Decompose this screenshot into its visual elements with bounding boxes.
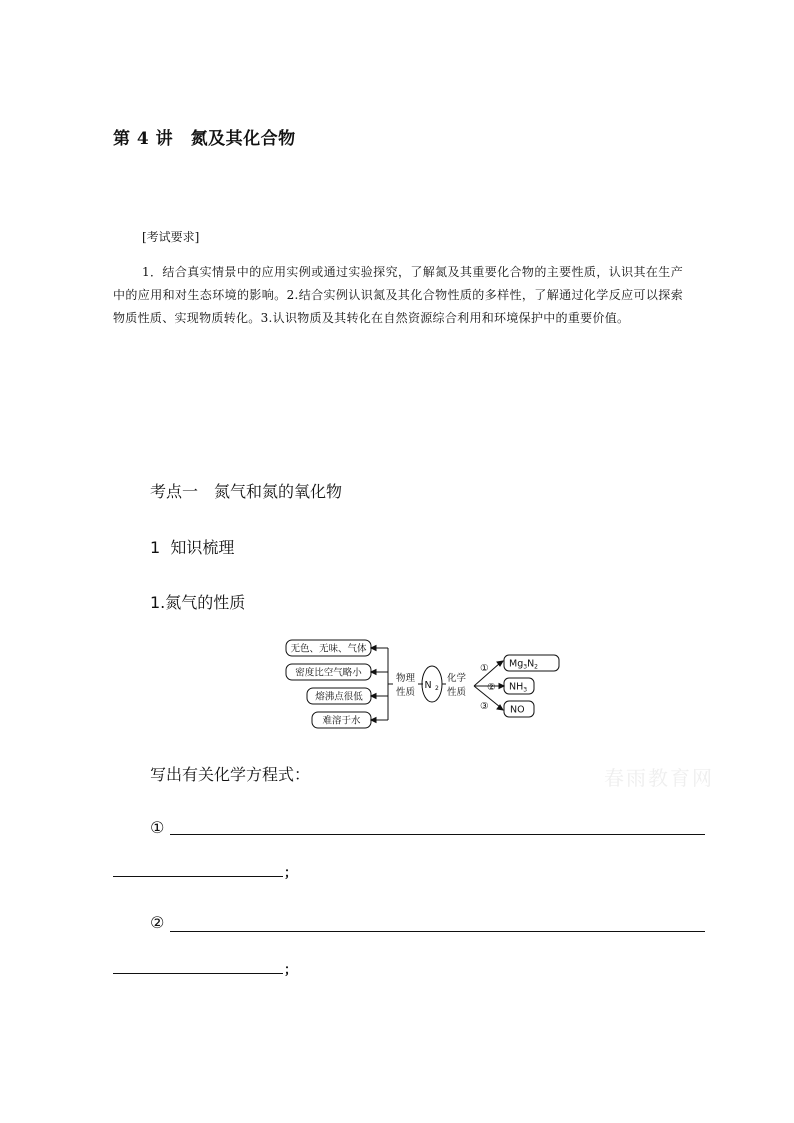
- svg-text:2: 2: [435, 685, 439, 692]
- exam-point-title: 考点一 氮气和氮的氧化物: [150, 482, 343, 501]
- reaction-marker: ③: [480, 701, 489, 712]
- watermark: 春雨教育网: [604, 766, 714, 790]
- exercise-number: ②: [150, 913, 165, 932]
- physical-property-text: 熔沸点很低: [315, 691, 363, 703]
- physical-property-box: [286, 664, 371, 680]
- physical-property-box: [307, 688, 371, 704]
- requirements-body: 1．结合真实情景中的应用实例或通过实验探究，了解氮及其重要化合物的主要性质，认识其在生产中的应用和对生态环境的影响。2.结合实例认识氮及其化合物性质的多样性，了解通过化学反应可以探索物质性质、实现物质转化。3.认识物质及其转化在自然资源综合利用和环境保护中的重要价值。: [113, 265, 683, 325]
- exercise-number: ①: [150, 818, 165, 837]
- product-box: [504, 655, 559, 671]
- svg-text:Mg3N2: $Mg_3N_2$: [509, 658, 538, 671]
- physical-property-text: 难溶于水: [322, 715, 361, 727]
- reaction-marker: ②: [487, 682, 496, 693]
- svg-text:NH3: $NH_3$: [509, 681, 528, 694]
- exercise-end: ；: [284, 866, 298, 881]
- physical-property-text: 密度比空气略小: [295, 667, 362, 679]
- reaction-marker: ①: [480, 663, 489, 674]
- answer-line[interactable]: [170, 931, 705, 932]
- answer-line[interactable]: [113, 876, 283, 877]
- requirements-heading: [考试要求]: [142, 230, 200, 244]
- physical-bracket: [371, 646, 393, 723]
- lesson-title: 第 4 讲 氮及其化合物: [113, 129, 296, 149]
- section-title: 1 知识梳理: [150, 538, 235, 557]
- physical-property-text: 无色、无味、气体: [290, 643, 367, 655]
- physical-label: 物理: [396, 673, 416, 684]
- svg-text:NO: NO: [510, 704, 525, 716]
- svg-text:N: N: [424, 680, 432, 691]
- nitrogen-properties-diagram: [280, 636, 570, 736]
- subsection-title: 1.氮气的性质: [150, 593, 246, 612]
- product-box: [504, 701, 534, 717]
- chemical-label: 化学: [447, 673, 467, 684]
- answer-line[interactable]: [113, 973, 283, 974]
- physical-property-box: [286, 640, 371, 656]
- product-box: [504, 678, 534, 694]
- chemical-label: 性质: [447, 687, 467, 698]
- nitrogen-center: [422, 666, 442, 702]
- exercise-instruction: 写出有关化学方程式：: [150, 765, 311, 784]
- physical-label: 性质: [396, 687, 416, 698]
- exercise-end: ；: [284, 963, 298, 978]
- physical-property-box: [312, 712, 371, 728]
- answer-line[interactable]: [170, 834, 705, 835]
